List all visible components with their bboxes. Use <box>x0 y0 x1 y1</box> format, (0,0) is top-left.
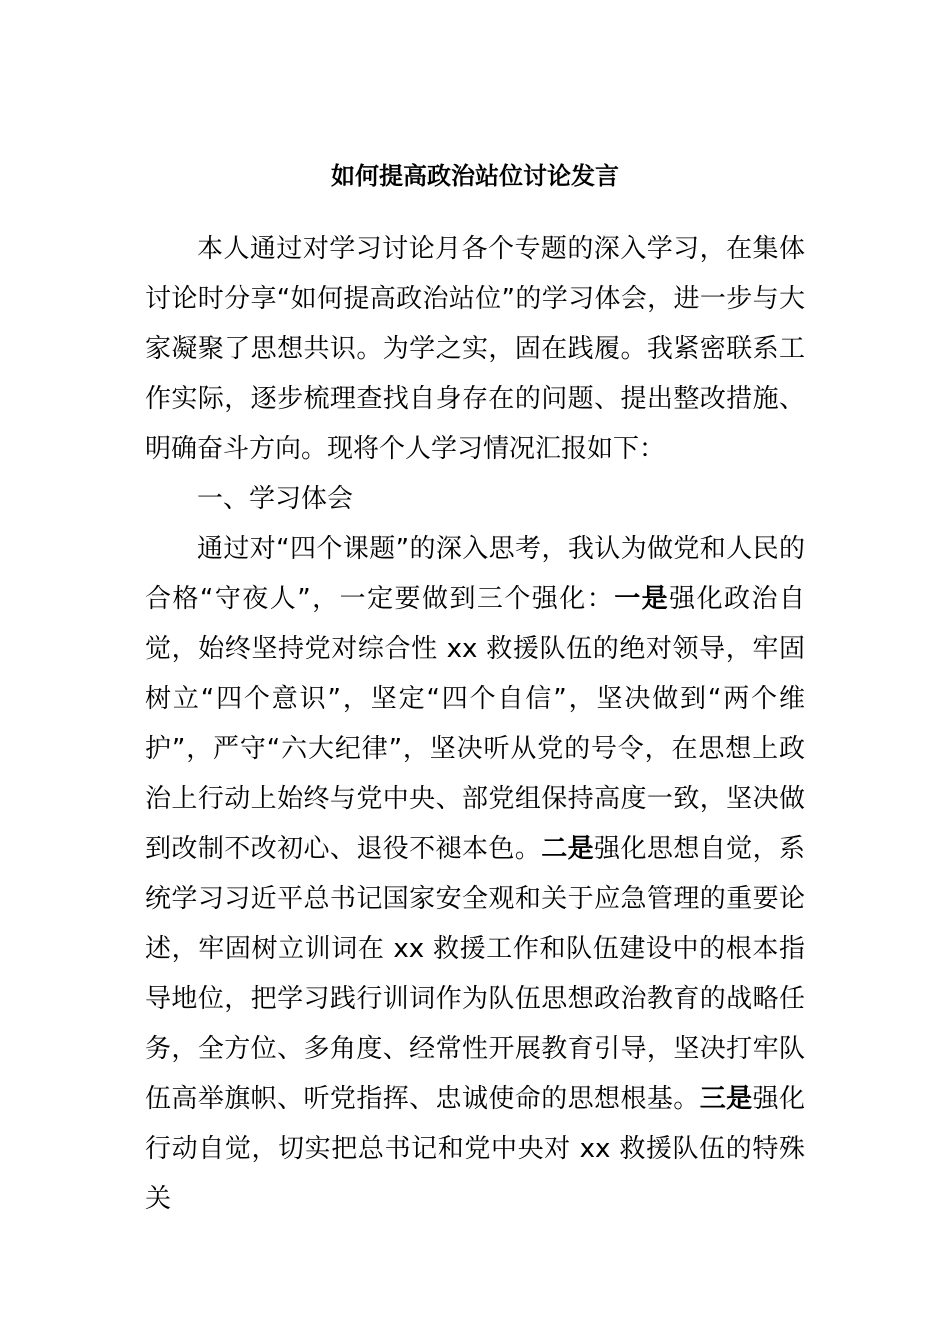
bold-lead-term: 二是 <box>541 834 595 864</box>
paragraph-text: 强化思想自觉，系统学习习近平总书记国家安全观和关于应急管理的重要论述，牢固树立训词在 xx 救援工作和队伍建设中的根本指导地位，把学习践行训词作为队伍思想政治教育的战略任务，全方位、多角度、经常性开展教育引导，坚决打牢队伍高举旗帜、听党指挥、忠诚使命的思想根基。 <box>145 834 805 1114</box>
bold-lead-term: 一是 <box>614 584 670 614</box>
bold-lead-term: 三是 <box>699 1084 753 1114</box>
body-paragraph <box>145 524 805 1224</box>
document-title: 如何提高政治站位讨论发言 <box>331 162 619 190</box>
paragraph-text: 通过对“四个课题”的深入思考，我认为做党和人民的合格“守夜人”，一定要做到三个强化： <box>145 534 805 614</box>
intro-paragraph: 本人通过对学习讨论月各个专题的深入学习，在集体讨论时分享“如何提高政治站位”的学习体会，进一步与大家凝聚了思想共识。为学之实，固在践履。我紧密联系工作实际，逐步梳理查找自身存在的问题、提出整改措施、明确奋斗方向。现将个人学习情况汇报如下： <box>145 234 805 464</box>
section-heading: 一、学习体会 <box>197 484 354 514</box>
document-body <box>145 224 805 1224</box>
paragraph-text: 强化行动自觉，切实把总书记和党中央对 xx 救援队伍的特殊关 <box>145 1084 805 1214</box>
paragraph-text: 强化政治自觉，始终坚持党对综合性 xx 救援队伍的绝对领导，牢固树立“四个意识”，坚定“四个自信”，坚决做到“两个维护”，严守“六大纪律”，坚决听从党的号令，在思想上政治上行动上始终与党中央、部党组保持高度一致，坚决做到改制不改初心、退役不褪本色。 <box>145 584 805 864</box>
